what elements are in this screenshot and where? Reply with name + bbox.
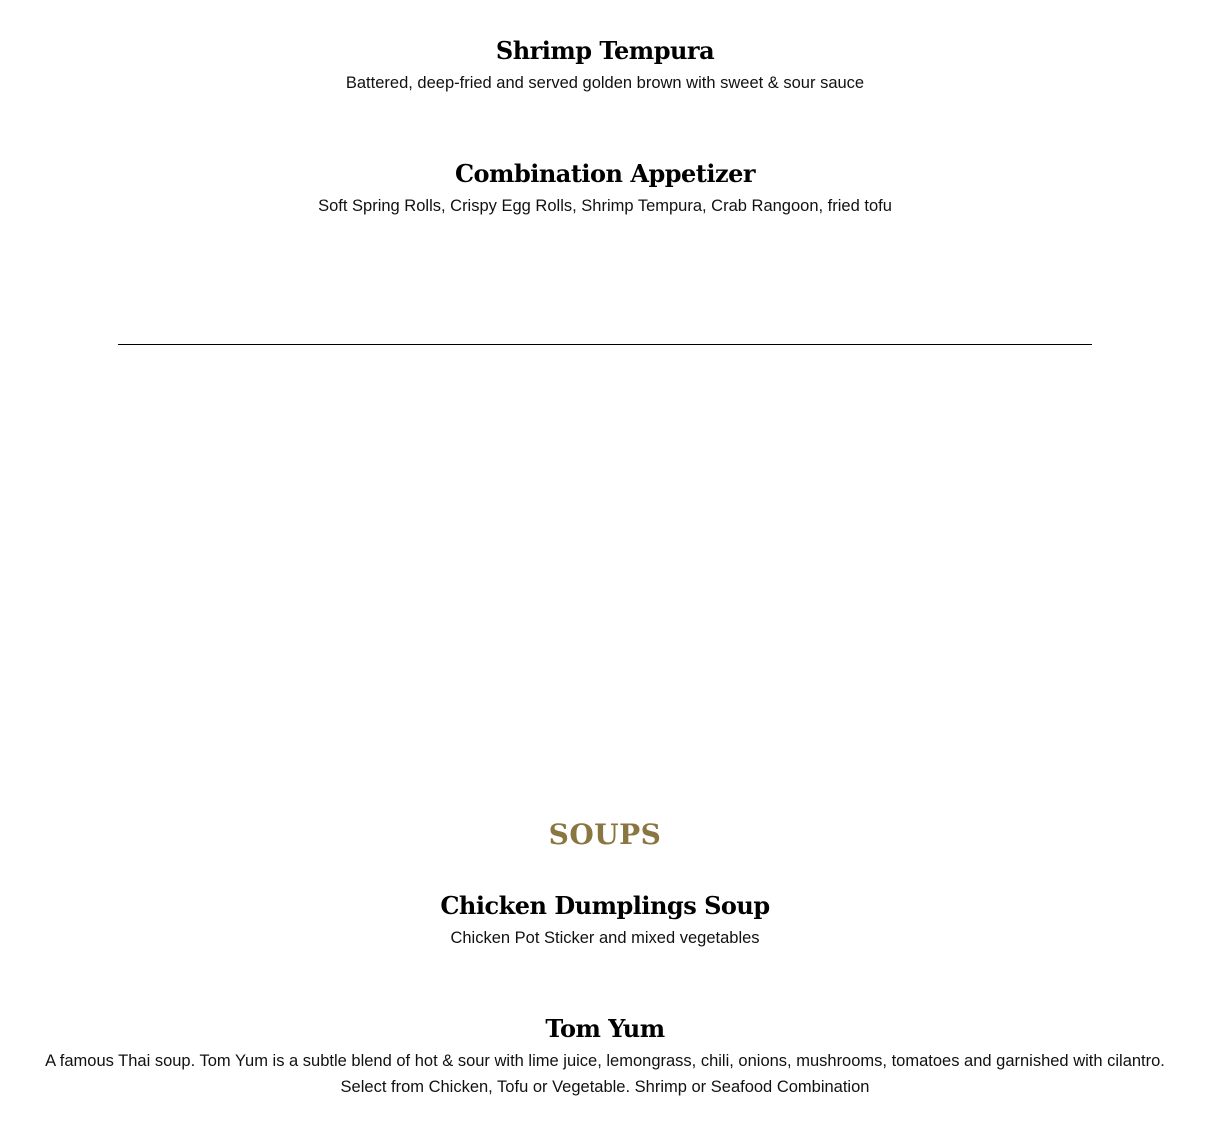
- menu-item-description-tom-yum-line2: Select from Chicken, Tofu or Vegetable. Shrimp or Seafood Combination: [340, 1078, 870, 1096]
- menu-item-title-chicken-dumplings-soup: Chicken Dumplings Soup: [440, 891, 770, 920]
- menu-item-description-combination-appetizer: Soft Spring Rolls, Crispy Egg Rolls, Shrimp Tempura, Crab Rangoon, fried tofu: [318, 197, 892, 215]
- menu-item-description-shrimp-tempura: Battered, deep-fried and served golden brown with sweet & sour sauce: [345, 74, 865, 92]
- section-divider: [118, 344, 1092, 345]
- section-heading-soups: SOUPS: [548, 818, 662, 851]
- menu-item-title-tom-yum: Tom Yum: [545, 1014, 665, 1043]
- menu-item-description-tom-yum-line1: A famous Thai soup. Tom Yum is a subtle blend of hot & sour with lime juice, lemongrass, chili, onions, mushrooms, tomatoes and garnished with cilantro.: [45, 1052, 1165, 1070]
- menu-item-description-chicken-dumplings-soup: Chicken Pot Sticker and mixed vegetables: [450, 929, 760, 947]
- menu-item-title-shrimp-tempura: Shrimp Tempura: [495, 36, 715, 65]
- menu-item-title-combination-appetizer: Combination Appetizer: [454, 159, 756, 188]
